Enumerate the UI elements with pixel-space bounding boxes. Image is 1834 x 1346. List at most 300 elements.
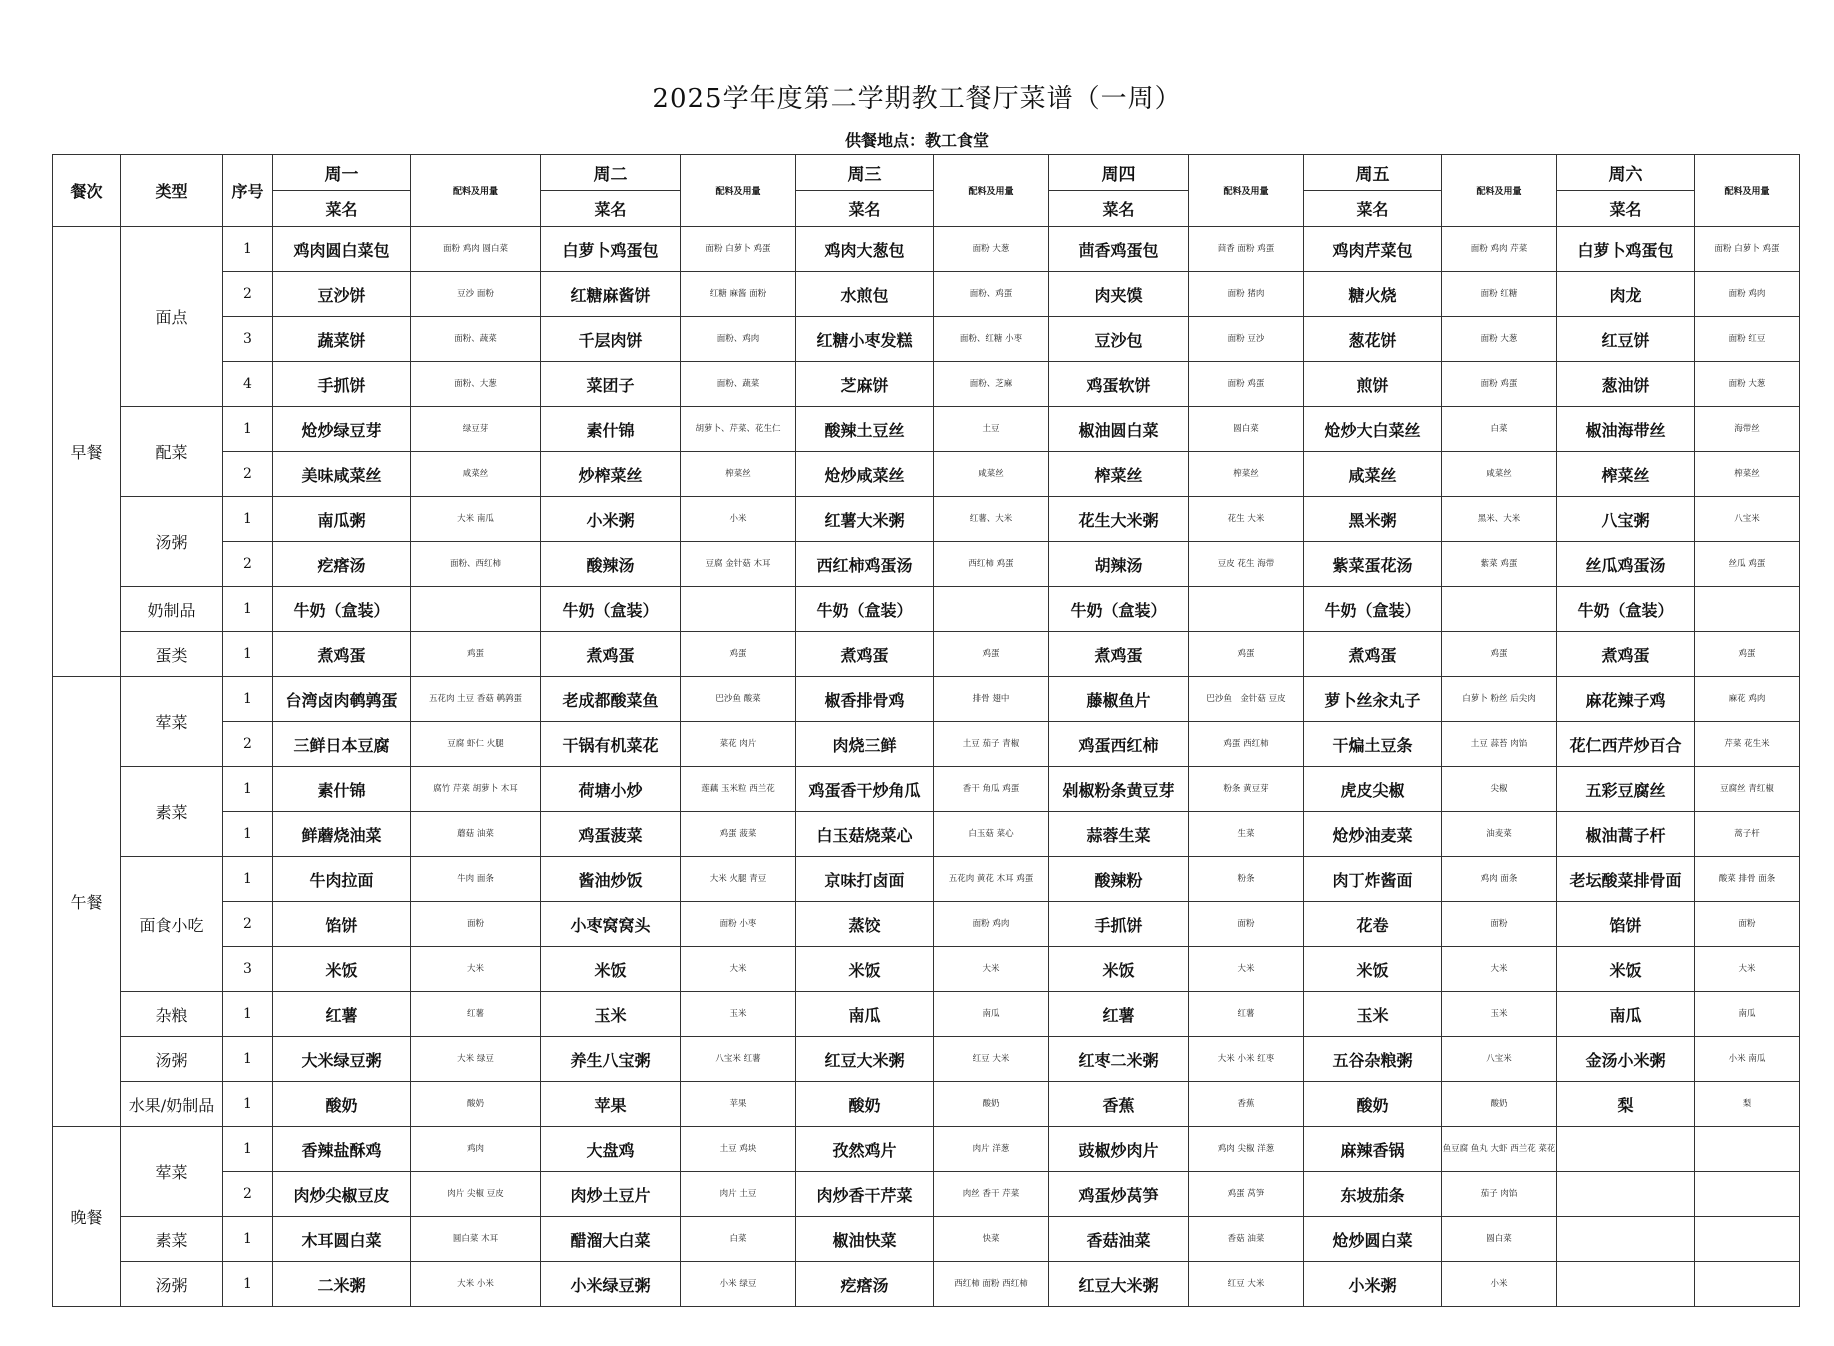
category-label: 素菜 <box>121 1217 223 1262</box>
dish-ingredients: 巴沙鱼 金针菇 豆皮 <box>1189 677 1304 722</box>
header-dish-name: 菜名 <box>1304 191 1442 227</box>
header-dish-name: 菜名 <box>796 191 934 227</box>
dish-name: 肉烧三鲜 <box>796 722 934 767</box>
dish-ingredients: 巴沙鱼 酸菜 <box>681 677 796 722</box>
dish-name: 干煸土豆条 <box>1304 722 1442 767</box>
dish-name: 红糖小枣发糕 <box>796 317 934 362</box>
dish-name: 鸡蛋炒莴笋 <box>1049 1172 1189 1217</box>
dish-ingredients: 八宝米 红薯 <box>681 1037 796 1082</box>
dish-name: 小米粥 <box>1304 1262 1442 1307</box>
dish-name: 剁椒粉条黄豆芽 <box>1049 767 1189 812</box>
dish-ingredients: 排骨 翅中 <box>934 677 1049 722</box>
dish-ingredients: 红薯、大米 <box>934 497 1049 542</box>
dish-name: 米饭 <box>1049 947 1189 992</box>
header-ingredients: 配料及用量 <box>1695 155 1800 227</box>
dish-ingredients: 红糖 麻酱 面粉 <box>681 272 796 317</box>
dish-name: 胡辣汤 <box>1049 542 1189 587</box>
dish-name: 牛奶（盒装） <box>1557 587 1695 632</box>
header-day-mon: 周一 <box>273 155 411 191</box>
dish-ingredients: 鸡肉 面条 <box>1442 857 1557 902</box>
category-label: 奶制品 <box>121 587 223 632</box>
dish-ingredients: 面粉 白萝卜 鸡蛋 <box>1695 227 1800 272</box>
dish-ingredients: 南瓜 <box>934 992 1049 1037</box>
dish-ingredients: 鸡蛋 莴笋 <box>1189 1172 1304 1217</box>
dish-ingredients: 八宝米 <box>1442 1037 1557 1082</box>
dish-name: 酸辣汤 <box>541 542 681 587</box>
dish-ingredients: 鸡蛋 <box>1189 632 1304 677</box>
dish-name: 金汤小米粥 <box>1557 1037 1695 1082</box>
dish-ingredients: 豆腐 金针菇 木耳 <box>681 542 796 587</box>
dish-ingredients: 面粉、鸡肉 <box>681 317 796 362</box>
dish-name: 牛奶（盒装） <box>541 587 681 632</box>
dish-name: 豆沙饼 <box>273 272 411 317</box>
dish-name: 红豆饼 <box>1557 317 1695 362</box>
dish-name: 红薯 <box>1049 992 1189 1037</box>
seq-number: 1 <box>223 1037 273 1082</box>
dish-ingredients: 面粉 鸡蛋 <box>1442 362 1557 407</box>
seq-number: 1 <box>223 812 273 857</box>
dish-name: 麻辣香锅 <box>1304 1127 1442 1172</box>
category-label: 蛋类 <box>121 632 223 677</box>
dish-name: 木耳圆白菜 <box>273 1217 411 1262</box>
dish-ingredients: 南瓜 <box>1695 992 1800 1037</box>
dish-ingredients: 面粉 猪肉 <box>1189 272 1304 317</box>
dish-ingredients: 土豆 茄子 青椒 <box>934 722 1049 767</box>
dish-name: 老坛酸菜排骨面 <box>1557 857 1695 902</box>
menu-row <box>53 452 1800 497</box>
seq-number: 1 <box>223 992 273 1037</box>
dish-ingredients: 咸菜丝 <box>411 452 541 497</box>
dish-name: 鸡蛋菠菜 <box>541 812 681 857</box>
dish-ingredients: 肉片 土豆 <box>681 1172 796 1217</box>
dish-name: 煎饼 <box>1304 362 1442 407</box>
dish-ingredients: 面粉 大葱 <box>1695 362 1800 407</box>
dish-name: 蒸饺 <box>796 902 934 947</box>
category-label: 面食小吃 <box>121 857 223 992</box>
dish-name: 葱花饼 <box>1304 317 1442 362</box>
dish-ingredients: 鸡蛋 菠菜 <box>681 812 796 857</box>
dish-ingredients: 面粉、蔬菜 <box>411 317 541 362</box>
dish-name <box>1557 1217 1695 1262</box>
dish-ingredients: 鸡肉 尖椒 洋葱 <box>1189 1127 1304 1172</box>
dish-name: 肉炒尖椒豆皮 <box>273 1172 411 1217</box>
dish-name: 牛奶（盒装） <box>796 587 934 632</box>
dish-name: 肉丁炸酱面 <box>1304 857 1442 902</box>
dish-name: 台湾卤肉鹌鹑蛋 <box>273 677 411 722</box>
dish-ingredients: 大米 <box>1695 947 1800 992</box>
header-ingredients: 配料及用量 <box>411 155 541 227</box>
dish-ingredients: 鸡蛋 <box>934 632 1049 677</box>
dish-name: 香菇油菜 <box>1049 1217 1189 1262</box>
dish-name: 煮鸡蛋 <box>541 632 681 677</box>
dish-ingredients: 黑米、大米 <box>1442 497 1557 542</box>
dish-name: 南瓜 <box>1557 992 1695 1037</box>
menu-row <box>53 407 1800 452</box>
dish-name: 肉夹馍 <box>1049 272 1189 317</box>
seq-number: 1 <box>223 677 273 722</box>
dish-ingredients: 小米 <box>681 497 796 542</box>
dish-ingredients: 鸡肉 <box>411 1127 541 1172</box>
category-label: 面点 <box>121 227 223 407</box>
dish-ingredients: 苹果 <box>681 1082 796 1127</box>
dish-ingredients: 土豆 鸡块 <box>681 1127 796 1172</box>
dish-ingredients: 肉片 尖椒 豆皮 <box>411 1172 541 1217</box>
menu-row <box>53 497 1800 542</box>
dish-name: 小枣窝窝头 <box>541 902 681 947</box>
dish-ingredients: 紫菜 鸡蛋 <box>1442 542 1557 587</box>
dish-name: 老成都酸菜鱼 <box>541 677 681 722</box>
dish-ingredients: 梨 <box>1695 1082 1800 1127</box>
dish-name <box>1557 1262 1695 1307</box>
dish-name: 花卷 <box>1304 902 1442 947</box>
dish-ingredients: 面粉 <box>1442 902 1557 947</box>
dish-name: 南瓜粥 <box>273 497 411 542</box>
dish-ingredients <box>1695 1217 1800 1262</box>
dish-name: 炝炒大白菜丝 <box>1304 407 1442 452</box>
seq-number: 1 <box>223 407 273 452</box>
dish-ingredients: 大米 火腿 青豆 <box>681 857 796 902</box>
header-dish-name: 菜名 <box>1049 191 1189 227</box>
dish-name: 大米绿豆粥 <box>273 1037 411 1082</box>
dish-name: 红薯 <box>273 992 411 1037</box>
seq-number: 1 <box>223 857 273 902</box>
dish-ingredients: 鸡蛋 <box>1442 632 1557 677</box>
menu-row <box>53 1127 1800 1172</box>
header-row-days <box>53 155 1800 191</box>
dish-ingredients: 鸡蛋 <box>411 632 541 677</box>
dish-name: 豉椒炒肉片 <box>1049 1127 1189 1172</box>
dish-name: 三鲜日本豆腐 <box>273 722 411 767</box>
header-meal: 餐次 <box>53 155 121 227</box>
category-label: 素菜 <box>121 767 223 857</box>
dish-name: 苹果 <box>541 1082 681 1127</box>
dish-name <box>1557 1172 1695 1217</box>
dish-ingredients: 蘑菇 油菜 <box>411 812 541 857</box>
dish-name: 牛奶（盒装） <box>1304 587 1442 632</box>
dish-name: 鸡蛋西红柿 <box>1049 722 1189 767</box>
dish-ingredients: 面粉 红糖 <box>1442 272 1557 317</box>
dish-name: 素什锦 <box>541 407 681 452</box>
dish-ingredients: 大米 小米 <box>411 1262 541 1307</box>
dish-name: 手抓饼 <box>273 362 411 407</box>
dish-ingredients: 面粉 大葱 <box>934 227 1049 272</box>
meal-label: 午餐 <box>53 677 121 1127</box>
dish-ingredients: 面粉 鸡肉 芹菜 <box>1442 227 1557 272</box>
dish-ingredients: 面粉 <box>1695 902 1800 947</box>
seq-number: 2 <box>223 452 273 497</box>
meal-label: 晚餐 <box>53 1127 121 1307</box>
dish-ingredients: 红薯 <box>411 992 541 1037</box>
dish-ingredients: 油麦菜 <box>1442 812 1557 857</box>
dish-name: 丝瓜鸡蛋汤 <box>1557 542 1695 587</box>
dish-name: 大盘鸡 <box>541 1127 681 1172</box>
menu-row <box>53 857 1800 902</box>
dish-name: 鸡肉大葱包 <box>796 227 934 272</box>
dish-ingredients: 牛肉 面条 <box>411 857 541 902</box>
dish-ingredients: 香菇 油菜 <box>1189 1217 1304 1262</box>
dish-name: 香蕉 <box>1049 1082 1189 1127</box>
dish-name: 西红柿鸡蛋汤 <box>796 542 934 587</box>
dish-ingredients: 大米 <box>1189 947 1304 992</box>
dish-ingredients <box>1695 1127 1800 1172</box>
menu-row <box>53 542 1800 587</box>
dish-name: 糖火烧 <box>1304 272 1442 317</box>
dish-ingredients <box>1695 587 1800 632</box>
dish-ingredients: 大米 绿豆 <box>411 1037 541 1082</box>
seq-number: 2 <box>223 722 273 767</box>
dish-name: 豆沙包 <box>1049 317 1189 362</box>
dish-ingredients: 丝瓜 鸡蛋 <box>1695 542 1800 587</box>
dish-name: 花仁西芹炒百合 <box>1557 722 1695 767</box>
dish-ingredients: 粉条 <box>1189 857 1304 902</box>
dish-ingredients <box>1695 1172 1800 1217</box>
dish-name: 麻花辣子鸡 <box>1557 677 1695 722</box>
dish-ingredients: 白菜 <box>681 1217 796 1262</box>
dish-ingredients: 大米 南瓜 <box>411 497 541 542</box>
header-day-fri: 周五 <box>1304 155 1442 191</box>
dish-name: 萝卜丝汆丸子 <box>1304 677 1442 722</box>
dish-name: 酱油炒饭 <box>541 857 681 902</box>
dish-ingredients <box>934 587 1049 632</box>
dish-ingredients <box>681 587 796 632</box>
dish-ingredients: 圆白菜 <box>1442 1217 1557 1262</box>
dish-ingredients: 莲藕 玉米粒 西兰花 <box>681 767 796 812</box>
seq-number: 4 <box>223 362 273 407</box>
menu-row <box>53 722 1800 767</box>
dish-name: 炝炒咸菜丝 <box>796 452 934 497</box>
dish-name: 鸡蛋香干炒角瓜 <box>796 767 934 812</box>
dish-ingredients: 大米 <box>934 947 1049 992</box>
dish-name: 白玉菇烧菜心 <box>796 812 934 857</box>
dish-name: 美味咸菜丝 <box>273 452 411 497</box>
dish-ingredients: 玉米 <box>1442 992 1557 1037</box>
dish-ingredients: 面粉 白萝卜 鸡蛋 <box>681 227 796 272</box>
dish-ingredients: 五花肉 土豆 香菇 鹌鹑蛋 <box>411 677 541 722</box>
dish-name: 椒油圆白菜 <box>1049 407 1189 452</box>
dish-name: 香辣盐酥鸡 <box>273 1127 411 1172</box>
dish-ingredients: 面粉 <box>411 902 541 947</box>
header-day-wed: 周三 <box>796 155 934 191</box>
dish-ingredients: 榨菜丝 <box>1695 452 1800 497</box>
seq-number: 1 <box>223 1217 273 1262</box>
dish-name: 椒油蒿子杆 <box>1557 812 1695 857</box>
dish-name: 咸菜丝 <box>1304 452 1442 497</box>
dish-ingredients: 八宝米 <box>1695 497 1800 542</box>
dish-name: 馅饼 <box>273 902 411 947</box>
dish-name: 肉炒土豆片 <box>541 1172 681 1217</box>
dish-name: 五谷杂粮粥 <box>1304 1037 1442 1082</box>
menu-row <box>53 992 1800 1037</box>
header-day-tue: 周二 <box>541 155 681 191</box>
seq-number: 2 <box>223 542 273 587</box>
dish-ingredients: 面粉 豆沙 <box>1189 317 1304 362</box>
dish-ingredients: 咸菜丝 <box>934 452 1049 497</box>
menu-row <box>53 902 1800 947</box>
dish-name: 椒油快菜 <box>796 1217 934 1262</box>
header-ingredients: 配料及用量 <box>681 155 796 227</box>
dish-ingredients: 茴香 面粉 鸡蛋 <box>1189 227 1304 272</box>
category-label: 汤粥 <box>121 1037 223 1082</box>
dish-name: 疙瘩汤 <box>273 542 411 587</box>
dish-ingredients: 粉条 黄豆芽 <box>1189 767 1304 812</box>
dish-ingredients: 香蕉 <box>1189 1082 1304 1127</box>
dish-ingredients: 五花肉 黄花 木耳 鸡蛋 <box>934 857 1049 902</box>
dish-ingredients: 面粉、鸡蛋 <box>934 272 1049 317</box>
dish-ingredients: 面粉、芝麻 <box>934 362 1049 407</box>
dish-name: 煮鸡蛋 <box>1049 632 1189 677</box>
dish-ingredients: 大米 小米 红枣 <box>1189 1037 1304 1082</box>
dish-ingredients: 豆腐丝 青红椒 <box>1695 767 1800 812</box>
seq-number: 1 <box>223 1262 273 1307</box>
dish-name: 醋溜大白菜 <box>541 1217 681 1262</box>
dish-ingredients: 面粉 大葱 <box>1442 317 1557 362</box>
dish-ingredients: 胡萝卜、芹菜、花生仁 <box>681 407 796 452</box>
dish-name: 京味打卤面 <box>796 857 934 902</box>
dish-ingredients: 快菜 <box>934 1217 1049 1262</box>
dish-name: 肉龙 <box>1557 272 1695 317</box>
dish-name: 酸奶 <box>1304 1082 1442 1127</box>
dish-ingredients: 面粉 小枣 <box>681 902 796 947</box>
dish-ingredients: 菜花 肉片 <box>681 722 796 767</box>
dish-ingredients: 麻花 鸡肉 <box>1695 677 1800 722</box>
category-label: 配菜 <box>121 407 223 497</box>
dish-name: 藤椒鱼片 <box>1049 677 1189 722</box>
dish-name: 榨菜丝 <box>1049 452 1189 497</box>
dish-ingredients: 小米 绿豆 <box>681 1262 796 1307</box>
dish-name: 酸辣土豆丝 <box>796 407 934 452</box>
dish-name: 米饭 <box>1304 947 1442 992</box>
menu-row <box>53 812 1800 857</box>
dish-ingredients <box>1695 1262 1800 1307</box>
dish-name <box>1557 1127 1695 1172</box>
category-label: 荤菜 <box>121 677 223 767</box>
dish-ingredients: 土豆 <box>934 407 1049 452</box>
dish-name: 千层肉饼 <box>541 317 681 362</box>
dish-name: 肉炒香干芹菜 <box>796 1172 934 1217</box>
seq-number: 1 <box>223 1082 273 1127</box>
dish-name: 芝麻饼 <box>796 362 934 407</box>
dish-name: 梨 <box>1557 1082 1695 1127</box>
dish-name: 玉米 <box>1304 992 1442 1037</box>
dish-name: 牛肉拉面 <box>273 857 411 902</box>
dish-name: 煮鸡蛋 <box>1557 632 1695 677</box>
dish-ingredients: 面粉、西红柿 <box>411 542 541 587</box>
dish-name: 鸡肉芹菜包 <box>1304 227 1442 272</box>
dish-ingredients: 海带丝 <box>1695 407 1800 452</box>
dish-ingredients: 酸奶 <box>934 1082 1049 1127</box>
seq-number: 1 <box>223 1127 273 1172</box>
dish-ingredients: 面粉、红糖 小枣 <box>934 317 1049 362</box>
dish-name: 花生大米粥 <box>1049 497 1189 542</box>
dish-ingredients: 鸡蛋 <box>1695 632 1800 677</box>
header-ingredients: 配料及用量 <box>934 155 1049 227</box>
dish-name: 煮鸡蛋 <box>273 632 411 677</box>
dish-name: 蒜蓉生菜 <box>1049 812 1189 857</box>
dish-ingredients: 酸奶 <box>1442 1082 1557 1127</box>
dish-name: 炝炒圆白菜 <box>1304 1217 1442 1262</box>
dish-ingredients: 豆沙 面粉 <box>411 272 541 317</box>
dish-name: 蔬菜饼 <box>273 317 411 362</box>
meal-label: 早餐 <box>53 227 121 677</box>
dish-name: 小米粥 <box>541 497 681 542</box>
dish-name: 疙瘩汤 <box>796 1262 934 1307</box>
dish-name: 酸奶 <box>273 1082 411 1127</box>
menu-row <box>53 677 1800 722</box>
menu-row <box>53 767 1800 812</box>
category-label: 汤粥 <box>121 1262 223 1307</box>
dish-ingredients <box>1442 587 1557 632</box>
menu-row <box>53 362 1800 407</box>
dish-ingredients: 红薯 <box>1189 992 1304 1037</box>
dish-name: 煮鸡蛋 <box>796 632 934 677</box>
dish-name: 酸奶 <box>796 1082 934 1127</box>
dish-ingredients: 酸奶 <box>411 1082 541 1127</box>
dish-ingredients: 圆白菜 <box>1189 407 1304 452</box>
menu-row <box>53 1217 1800 1262</box>
dish-ingredients: 芹菜 花生米 <box>1695 722 1800 767</box>
dish-name: 鸡蛋软饼 <box>1049 362 1189 407</box>
dish-name: 二米粥 <box>273 1262 411 1307</box>
dish-ingredients: 大米 <box>1442 947 1557 992</box>
dish-name: 炒榨菜丝 <box>541 452 681 497</box>
dish-name: 玉米 <box>541 992 681 1037</box>
menu-row <box>53 1172 1800 1217</box>
dish-ingredients: 面粉、蔬菜 <box>681 362 796 407</box>
header-ingredients: 配料及用量 <box>1442 155 1557 227</box>
dish-name: 南瓜 <box>796 992 934 1037</box>
dish-name: 手抓饼 <box>1049 902 1189 947</box>
category-label: 汤粥 <box>121 497 223 587</box>
dish-ingredients: 面粉、大葱 <box>411 362 541 407</box>
dish-name: 椒香排骨鸡 <box>796 677 934 722</box>
seq-number: 2 <box>223 1172 273 1217</box>
seq-number: 1 <box>223 767 273 812</box>
header-day-thu: 周四 <box>1049 155 1189 191</box>
dish-name: 红糖麻酱饼 <box>541 272 681 317</box>
seq-number: 1 <box>223 632 273 677</box>
seq-number: 2 <box>223 902 273 947</box>
seq-number: 3 <box>223 947 273 992</box>
menu-row <box>53 587 1800 632</box>
menu-row <box>53 1037 1800 1082</box>
dish-name: 养生八宝粥 <box>541 1037 681 1082</box>
menu-row <box>53 632 1800 677</box>
dish-ingredients: 面粉 鸡蛋 <box>1189 362 1304 407</box>
seq-number: 2 <box>223 272 273 317</box>
dish-ingredients: 大米 <box>411 947 541 992</box>
dish-name: 五彩豆腐丝 <box>1557 767 1695 812</box>
dish-ingredients: 鸡蛋 <box>681 632 796 677</box>
dish-ingredients: 榨菜丝 <box>681 452 796 497</box>
category-label: 杂粮 <box>121 992 223 1037</box>
serving-location: 供餐地点：教工食堂 <box>844 131 989 150</box>
dish-ingredients: 土豆 蒜苔 肉馅 <box>1442 722 1557 767</box>
dish-name: 炝炒油麦菜 <box>1304 812 1442 857</box>
dish-ingredients <box>1189 587 1304 632</box>
dish-name: 虎皮尖椒 <box>1304 767 1442 812</box>
dish-name: 榨菜丝 <box>1557 452 1695 497</box>
dish-ingredients: 小米 <box>1442 1262 1557 1307</box>
dish-name: 酸辣粉 <box>1049 857 1189 902</box>
dish-name: 素什锦 <box>273 767 411 812</box>
dish-name: 米饭 <box>1557 947 1695 992</box>
dish-name: 红豆大米粥 <box>796 1037 934 1082</box>
dish-name: 东坡茄条 <box>1304 1172 1442 1217</box>
dish-ingredients: 肉片 洋葱 <box>934 1127 1049 1172</box>
dish-name: 红豆大米粥 <box>1049 1262 1189 1307</box>
dish-ingredients: 豆腐 虾仁 火腿 <box>411 722 541 767</box>
dish-name: 小米绿豆粥 <box>541 1262 681 1307</box>
